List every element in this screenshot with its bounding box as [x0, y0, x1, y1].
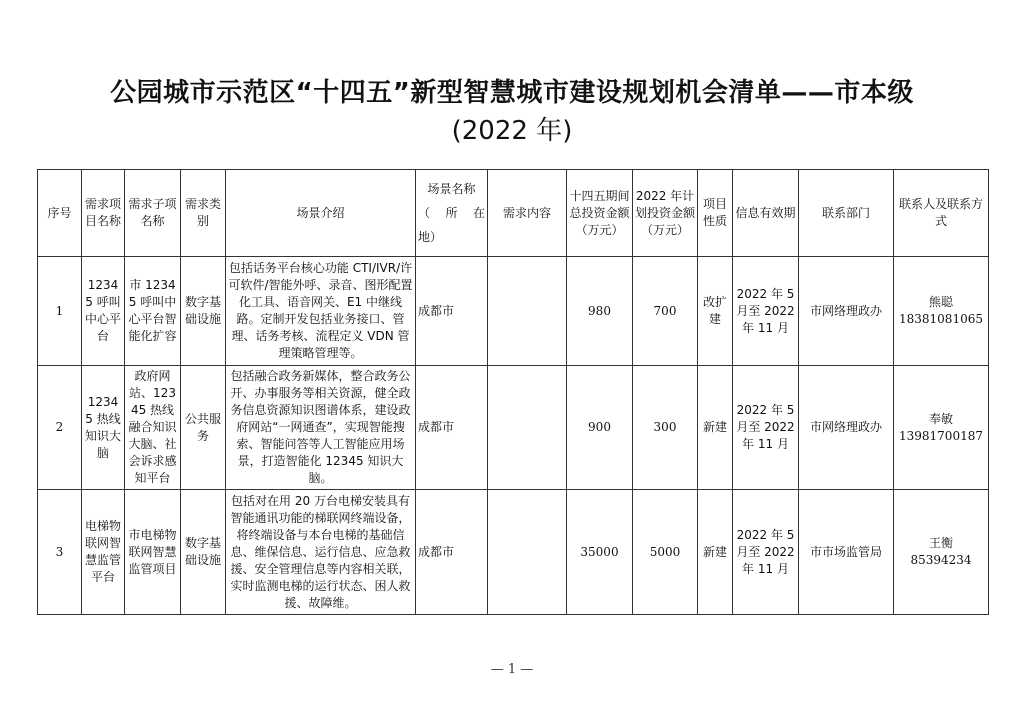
- row-category: 数字基础设施: [181, 490, 226, 615]
- contact-phone: 85394234: [910, 553, 972, 567]
- header-location: [416, 170, 488, 257]
- row-subproject: 市电梯物联网智慧监管项目: [125, 490, 181, 615]
- header-nature: 项目性质: [698, 170, 733, 257]
- document-title: 公园城市示范区“十四五”新型智慧城市建设规划机会清单——市本级: [110, 78, 914, 108]
- row-plan-invest: 5000: [633, 490, 698, 615]
- header-location-mid: （ 所 在: [418, 206, 485, 220]
- document-subtitle: (2022 年): [451, 116, 573, 146]
- row-nature: 改扩建: [698, 257, 733, 366]
- opportunity-table: [37, 169, 989, 615]
- header-dept: 联系部门: [799, 170, 894, 257]
- header-project: 需求项目名称: [82, 170, 125, 257]
- header-contact: 联系人及联系方式: [894, 170, 989, 257]
- row-plan-invest: 300: [633, 366, 698, 490]
- row-validity: 2022 年 5 月至 2022 年 11 月: [733, 366, 799, 490]
- table-row: [38, 490, 989, 615]
- row-validity: 2022 年 5 月至 2022 年 11 月: [733, 257, 799, 366]
- header-plan-invest: 2022 年计划投资金额（万元）: [633, 170, 698, 257]
- header-total-invest: 十四五期间总投资金额（万元）: [567, 170, 633, 257]
- header-content: 需求内容: [488, 170, 567, 257]
- header-intro: 场景介绍: [226, 170, 416, 257]
- row-dept: 市网络理政办: [799, 366, 894, 490]
- contact-name: 熊聪: [928, 295, 953, 309]
- contact-phone: 18381081065: [899, 312, 983, 326]
- contact-name: 王衡: [928, 536, 953, 550]
- header-category: 需求类别: [181, 170, 226, 257]
- row-location: 成都市: [416, 257, 488, 366]
- row-contact: [894, 366, 989, 490]
- table-row: [38, 257, 989, 366]
- header-seq: 序号: [38, 170, 82, 257]
- row-contact: [894, 257, 989, 366]
- row-category: 数字基础设施: [181, 257, 226, 366]
- row-project: 电梯物联网智慧监管平台: [82, 490, 125, 615]
- row-nature: 新建: [698, 490, 733, 615]
- row-total-invest: 900: [567, 366, 633, 490]
- row-subproject: 市 12345 呼叫中心平台智能化扩容: [125, 257, 181, 366]
- row-location: 成都市: [416, 366, 488, 490]
- row-plan-invest: 700: [633, 257, 698, 366]
- table-header-row: [38, 170, 989, 257]
- row-content: [488, 490, 567, 615]
- header-validity: 信息有效期: [733, 170, 799, 257]
- header-location-bot: 地）: [418, 230, 443, 244]
- row-dept: 市网络理政办: [799, 257, 894, 366]
- row-validity: 2022 年 5 月至 2022 年 11 月: [733, 490, 799, 615]
- row-seq: 3: [38, 490, 82, 615]
- row-seq: 1: [38, 257, 82, 366]
- row-dept: 市市场监管局: [799, 490, 894, 615]
- header-subproject: 需求子项名称: [125, 170, 181, 257]
- row-intro: 包括话务平台核心功能 CTI/IVR/许可软件/智能外呼、录音、图形配置化工具、语音网关、E1 中继线路。定制开发包括业务接口、管理、话务考核、流程定义 VDN 管理策略管理等。: [226, 257, 416, 366]
- page-number: — 1 —: [490, 662, 534, 677]
- row-category: 公共服务: [181, 366, 226, 490]
- contact-name: 奉敏: [928, 411, 953, 426]
- row-subproject: 政府网站、12345 热线融合知识大脑、社会诉求感知平台: [125, 366, 181, 490]
- row-contact: [894, 490, 989, 615]
- row-project: 12345 呼叫中心平台: [82, 257, 125, 366]
- header-location-top: 场景名称: [427, 182, 476, 196]
- row-project: 12345 热线知识大脑: [82, 366, 125, 490]
- row-content: [488, 257, 567, 366]
- row-seq: 2: [38, 366, 82, 490]
- row-location: 成都市: [416, 490, 488, 615]
- row-total-invest: 980: [567, 257, 633, 366]
- row-intro: 包括对在用 20 万台电梯安装具有智能通讯功能的梯联网终端设备，将终端设备与本台电梯的基础信息、维保信息、运行信息、应急救援、安全管理信息等内容相关联，实时监测电梯的运行状态、困人救援、故障维。: [226, 490, 416, 615]
- table-row: [38, 366, 989, 490]
- contact-phone: 13981700187: [899, 428, 983, 443]
- row-nature: 新建: [698, 366, 733, 490]
- row-total-invest: 35000: [567, 490, 633, 615]
- row-intro: 包括融合政务新媒体，整合政务公开、办事服务等相关资源，健全政务信息资源知识图谱体系，建设政府网站“一网通查”，实现智能搜索、智能问答等人工智能应用场景，打造智能化 12345 知识大脑。: [226, 366, 416, 490]
- row-content: [488, 366, 567, 490]
